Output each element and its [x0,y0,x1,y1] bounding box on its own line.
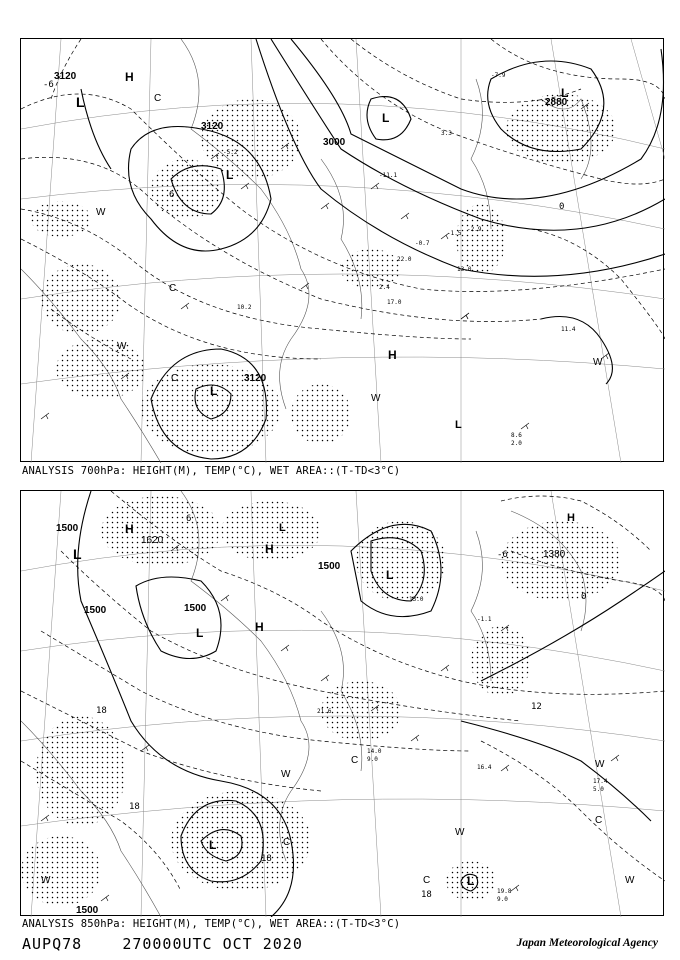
system-letter: H [125,70,134,84]
contour-label: 6 [186,514,192,524]
map-850hpa-svg [21,491,665,917]
station-value: 17.4 [593,778,608,785]
system-letter: L [76,94,85,110]
station-value: 5.0 [593,786,604,793]
height-label: 2880 [545,97,568,108]
system-letter: C [171,373,179,384]
station-value: 2.4 [379,284,390,291]
station-value: 21.6 [317,708,332,715]
system-letter: C [169,283,177,294]
contour-label: 18 [421,890,432,900]
system-letter: H [125,522,134,536]
station-value: 2.0 [511,440,522,447]
system-letter: L [196,626,204,640]
caption-850hpa: ANALYSIS 850hPa: HEIGHT(M), TEMP(°C), WET AREA::(T-TD<3°C) [22,918,401,930]
system-letter: L [73,546,82,562]
system-letter: C [154,93,162,104]
system-letter: L [279,522,286,534]
station-value: 13.0 [457,266,472,273]
wet-area-shading [21,496,621,906]
system-letter: L [467,874,475,888]
system-letter: L [561,86,569,100]
height-label: 3120 [244,373,267,384]
height-label: 1380 [543,549,566,560]
station-value: 9.0 [367,756,378,763]
system-letter: L [386,568,394,582]
system-letter: L [226,168,234,182]
chart-identifier [22,935,303,953]
system-letter: W [41,875,51,886]
contour-label: 0 [559,202,565,212]
height-label: 1500 [184,603,207,614]
system-letter: W [117,341,127,352]
contour-label: -6 [497,550,508,560]
contour-label: 18 [129,802,140,812]
height-label: 1500 [318,561,341,572]
contour-label: 18 [96,706,107,716]
station-value: 10.2 [237,304,252,311]
height-label: 3000 [323,137,346,148]
station-value: 11.4 [561,326,576,333]
contour-label: 0 [581,592,587,602]
station-value: 8.6 [511,432,522,439]
system-letter: L [209,838,217,852]
height-label: 1500 [56,523,79,534]
station-value: -5.2 [223,149,238,156]
system-letter: L [382,111,390,125]
system-letter: W [593,357,603,368]
agency-credit: Japan Meteorological Agency [516,937,658,949]
station-value: 14.0 [367,748,382,755]
station-value: 9.0 [497,896,508,903]
station-value: 16.4 [477,764,492,771]
system-letter: W [281,769,291,780]
contour-label: -6 [43,80,54,90]
station-value: -2.9 [467,226,482,233]
map-700hpa-svg [21,39,665,463]
chart-datetime: 270000UTC OCT 2020 [122,935,303,953]
station-value: -0.7 [415,240,430,247]
system-letter: W [96,207,106,218]
height-label: 1620 [141,535,164,546]
station-value: 13.0 [409,596,424,603]
station-value: 19.8 [497,888,512,895]
system-letter: C [423,875,431,886]
system-letter: H [265,542,274,556]
station-value: 3.3 [441,130,452,137]
system-letter: H [567,512,575,524]
system-letter: C [283,837,291,848]
system-letter: L [455,419,462,431]
map-panel-700hpa [20,38,664,462]
map-panel-850hpa [20,490,664,916]
system-letter: C [595,815,603,826]
system-letter: W [625,875,635,886]
system-letter: H [255,620,264,634]
system-letter: W [595,759,605,770]
system-letter: W [455,827,465,838]
station-value: -7.9 [491,72,506,79]
station-value: -1.1 [477,616,492,623]
station-value: 22.0 [397,256,412,263]
height-labels-850 [56,523,566,916]
station-value: -11.1 [379,172,398,179]
height-label: 1500 [84,605,107,616]
chart-id: AUPQ78 [22,935,83,953]
system-letter: L [210,384,218,398]
system-letter: C [351,755,359,766]
contour-label: 12 [531,702,542,712]
caption-700hpa: ANALYSIS 700hPa: HEIGHT(M), TEMP(°C), WET AREA::(T-TD<3°C) [22,465,401,477]
station-value: -1.5 [447,230,462,237]
station-value: 17.0 [387,299,402,306]
contour-label: 18 [261,854,272,864]
height-label: 3120 [54,71,77,82]
height-label: 1500 [76,905,99,916]
system-letter: H [388,348,397,362]
system-letter: W [371,393,381,404]
contour-label: 6 [169,190,175,200]
height-label: 3120 [201,121,224,132]
